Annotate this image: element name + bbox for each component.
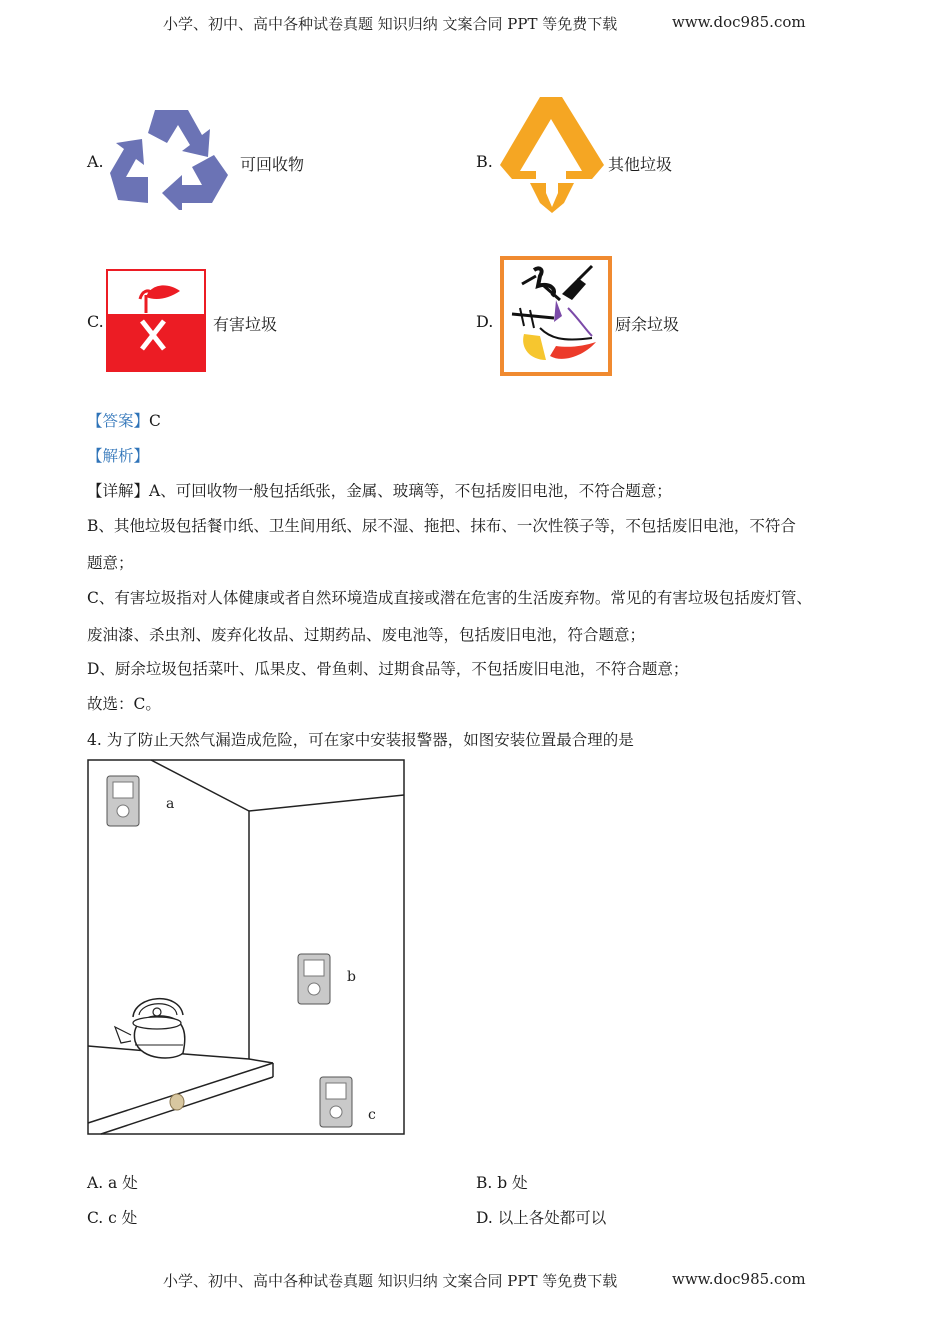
- option-d-label: 厨余垃圾: [615, 315, 680, 334]
- option-a-label: 可回收物: [240, 155, 305, 174]
- detail-text-1: A、可回收物一般包括纸张，金属、玻璃等，不包括废旧电池，不符合题意；: [149, 482, 672, 500]
- label-b: b: [347, 969, 356, 985]
- detail-tag: 【详解】: [87, 482, 150, 500]
- answer-tag: 【答案】: [87, 412, 150, 430]
- option-b-letter: B.: [476, 152, 493, 171]
- recycle-icon: [110, 105, 230, 210]
- page-footer: [163, 1270, 617, 1291]
- option-c-letter: C.: [87, 312, 104, 331]
- option-a-letter: A.: [87, 152, 104, 171]
- detector-a: [107, 776, 139, 826]
- header-url[interactable]: www.doc985.com: [672, 13, 806, 31]
- option-c-label: 有害垃圾: [213, 315, 278, 334]
- detail-line-2: B、其他垃圾包括餐巾纸、卫生间用纸、尿不湿、拖把、抹布、一次性筷子等，不包括废旧电池，不符合: [87, 517, 796, 535]
- option-d-letter: D.: [476, 312, 494, 331]
- footer-text: 小学、初中、高中各种试卷真题 知识归纳 文案合同 PPT 等免费下载: [163, 1272, 618, 1290]
- page-header: [163, 13, 617, 34]
- q4-room-figure: [87, 759, 406, 1136]
- answer-line: [87, 409, 161, 431]
- detector-b: [298, 954, 330, 1004]
- detail-line-4: C、有害垃圾指对人体健康或者自然环境造成直接或潜在危害的生活废弃物。常见的有害垃圾包括废灯管、: [87, 589, 812, 607]
- q4-option-c: C. c 处: [87, 1209, 138, 1227]
- hazardous-waste-icon: [106, 269, 206, 372]
- detail-line-3: 题意；: [87, 554, 134, 572]
- detail-line-6: D、厨余垃圾包括菜叶、瓜果皮、骨鱼刺、过期食品等，不包括废旧电池，不符合题意；: [87, 660, 689, 678]
- answer-value: C: [149, 412, 161, 430]
- label-a: a: [166, 796, 175, 812]
- q4-option-a: A. a 处: [87, 1174, 138, 1192]
- footer-url[interactable]: www.doc985.com: [672, 1270, 806, 1288]
- other-waste-icon: [500, 95, 605, 213]
- detail-line-5: 废油漆、杀虫剂、废弃化妆品、过期药品、废电池等，包括废旧电池，符合题意；: [87, 626, 646, 644]
- q4-option-b: B. b 处: [476, 1174, 528, 1192]
- q4-option-d: D. 以上各处都可以: [476, 1209, 607, 1227]
- q4-stem: 4. 为了防止天然气漏造成危险，可在家中安装报警器，如图安装位置最合理的是: [87, 731, 634, 749]
- detail-line-7: 故选：C。: [87, 695, 161, 713]
- header-text: 小学、初中、高中各种试卷真题 知识归纳 文案合同 PPT 等免费下载: [163, 15, 618, 33]
- analysis-tag: 【解析】: [87, 447, 150, 465]
- detail-line-1: [87, 479, 672, 501]
- kitchen-waste-icon: [500, 256, 612, 376]
- option-b-label: 其他垃圾: [608, 155, 673, 174]
- label-c: c: [368, 1107, 376, 1123]
- detector-c: [320, 1077, 352, 1127]
